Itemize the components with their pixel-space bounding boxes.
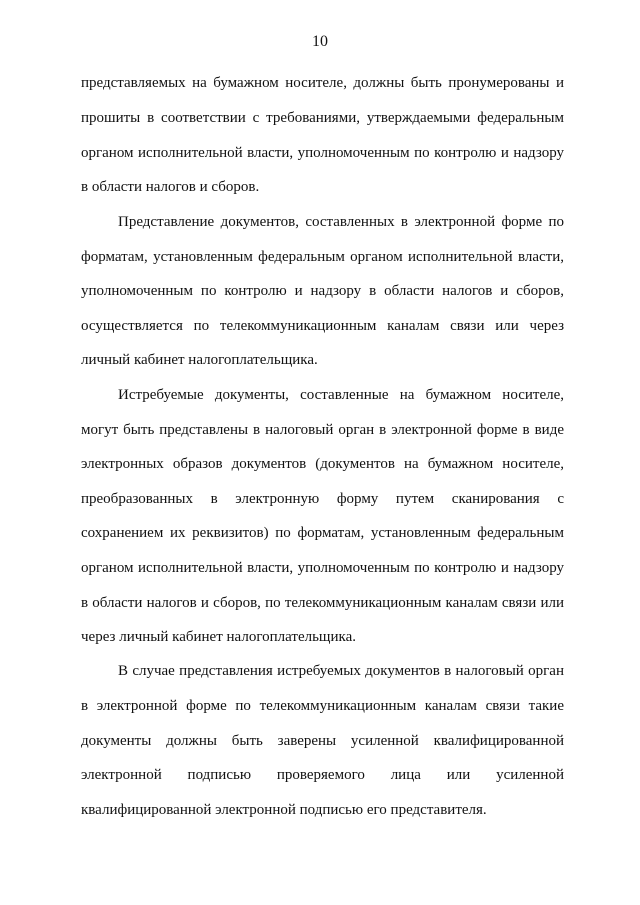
text-line: квалифицированной электронной подписью его представителя. — [81, 802, 487, 818]
text-line: в области налогов и сборов, по телекоммуникационным каналам связи или — [81, 595, 564, 611]
text-line: преобразованных в электронную форму путем сканирования с — [81, 491, 564, 507]
text-line: личный кабинет налогоплательщика. — [81, 352, 318, 368]
text-line: электронных образов документов (документов на бумажном носителе, — [81, 456, 564, 472]
text-line: могут быть представлены в налоговый орган в электронной форме в виде — [81, 422, 564, 438]
text-line: органом исполнительной власти, уполномоченным по контролю и надзору — [81, 560, 564, 576]
text-line: В случае представления истребуемых документов в налоговый орган — [118, 663, 564, 679]
page-number: 10 — [312, 33, 328, 50]
text-line: через личный кабинет налогоплательщика. — [81, 629, 356, 645]
text-line: электронной подписью проверяемого лица или усиленной — [81, 767, 564, 783]
text-line: осуществляется по телекоммуникационным каналам связи или через — [81, 318, 564, 334]
text-line: в электронной форме по телекоммуникационным каналам связи такие — [81, 698, 564, 714]
text-line: Истребуемые документы, составленные на бумажном носителе, — [118, 387, 564, 403]
text-line: прошиты в соответствии с требованиями, утверждаемыми федеральным — [81, 110, 564, 126]
text-line: форматам, установленным федеральным органом исполнительной власти, — [81, 249, 564, 265]
text-line: Представление документов, составленных в электронной форме по — [118, 214, 564, 230]
text-line: уполномоченным по контролю и надзору в области налогов и сборов, — [81, 283, 564, 299]
text-line: в области налогов и сборов. — [81, 179, 260, 195]
text-line: представляемых на бумажном носителе, должны быть пронумерованы и — [81, 75, 564, 91]
text-line: документы должны быть заверены усиленной квалифицированной — [81, 733, 564, 749]
text-line: органом исполнительной власти, уполномоченным по контролю и надзору — [81, 145, 564, 161]
text-line: сохранением их реквизитов) по форматам, установленным федеральным — [81, 525, 564, 541]
